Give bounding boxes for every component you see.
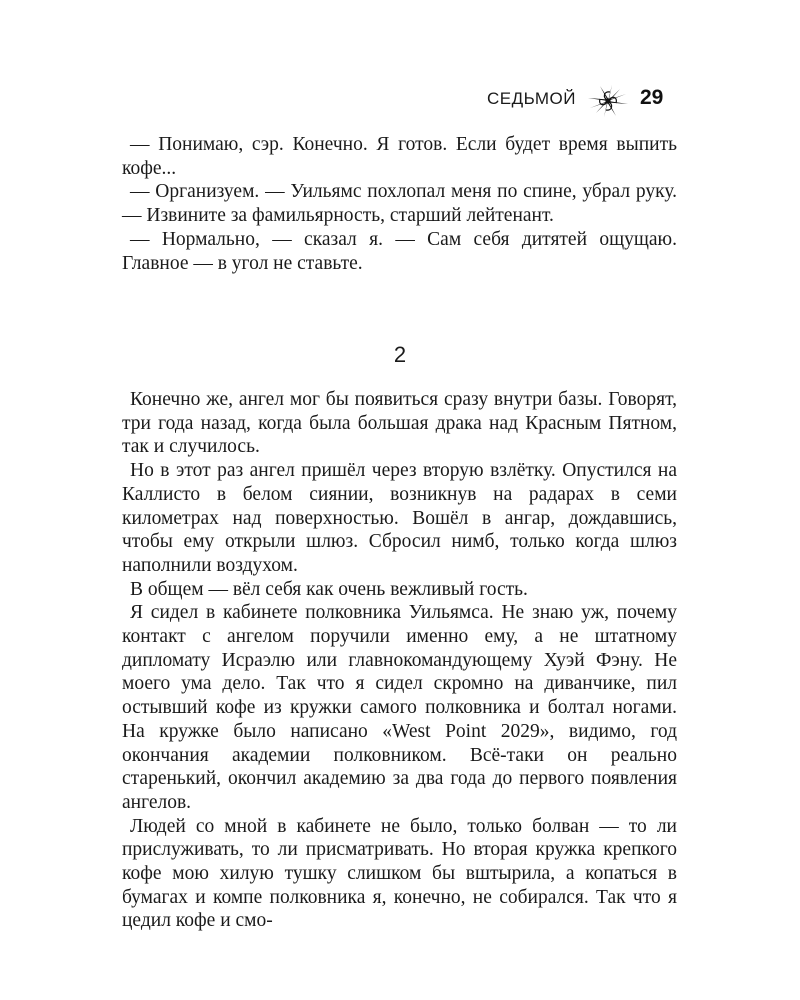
- page-number: 29: [640, 86, 664, 109]
- dialogue-section: [122, 133, 677, 275]
- paragraph: В общем — вёл себя как очень вежливый гость.: [130, 578, 528, 600]
- paragraph: Людей со мной в кабинете не было, только болван — то ли прислуживать, то ли присматривать. Но вторая кружка крепкого кофе мою хилую тушку слишком бы вштырила, а копаться в бумагах и компе полковника я, конечно, не собирался. Так что я цедил кофе и смо-: [122, 815, 677, 932]
- paragraph: — Нормально, — сказал я. — Сам себя дитятей ощущаю. Главное — в угол не ставьте.: [122, 228, 677, 274]
- paragraph: — Организуем. — Уильямс похлопал меня по спине, убрал руку. — Извините за фамильярность, старший лейтенант.: [122, 181, 677, 227]
- running-title: СЕДЬМОЙ: [486, 89, 576, 108]
- chapter-number: 2: [393, 342, 407, 367]
- starburst-icon: [586, 84, 630, 118]
- paragraph: Конечно же, ангел мог бы появиться сразу внутри базы. Говорят, три года назад, когда была большая драка над Красным Пятном, так и случилось.: [122, 389, 677, 458]
- paragraph: — Понимаю, сэр. Конечно. Я готов. Если будет время выпить кофе...: [122, 134, 677, 179]
- paragraph: Я сидел в кабинете полковника Уильямса. Не знаю уж, почему контакт с ангелом поручили именно ему, а не штатному дипломату Исраэлю или главнокомандующему Хуэй Фэну. Не моего ума дело. Так что я сидел скромно на диванчике, пил остывший кофе из кружки самого полковника и болтал ногами. На кружке было написано «West Point 2029», видимо, год окончания академии полковником. Всё-таки он реально старенький, окончил академию за два года до первого появления ангелов.: [122, 602, 677, 813]
- paragraph: Но в этот раз ангел пришёл через вторую взлётку. Опустился на Каллисто в белом сиянии, возникнув на радарах в семи километрах над поверхностью. Вошёл в ангар, дождавшись, чтобы ему открыли шлюз. Сбросил нимб, только когда шлюз наполнили воздухом.: [122, 460, 677, 576]
- running-header: [0, 84, 800, 118]
- chapter-body: [122, 388, 677, 933]
